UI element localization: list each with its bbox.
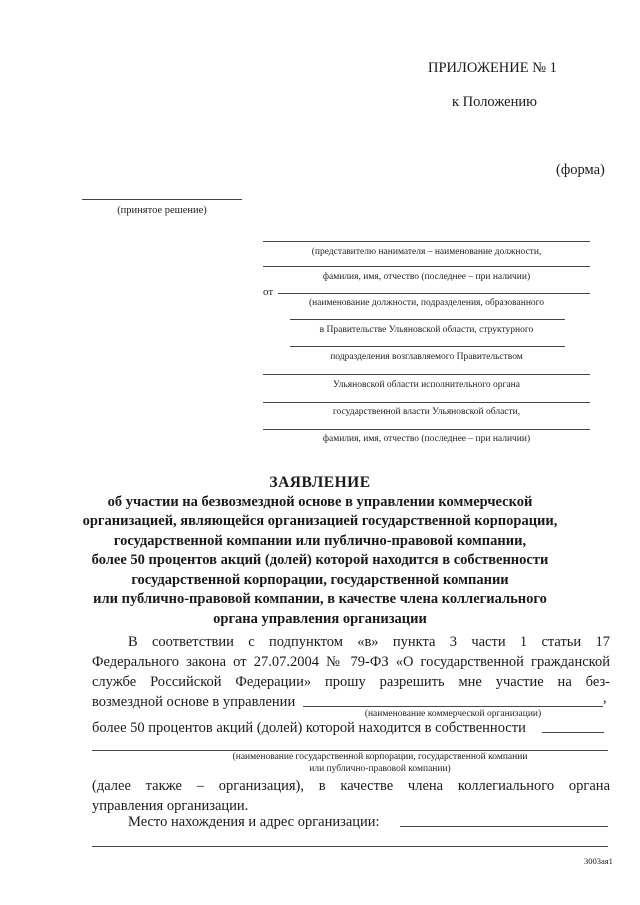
para2-line-2: управления организации.: [92, 798, 249, 814]
shares-field-end[interactable]: [542, 732, 604, 733]
decision-caption: (принятое решение): [117, 205, 207, 216]
corp-field[interactable]: [92, 750, 608, 751]
addressee-caption-5: подразделения возглавляемого Правительством: [330, 352, 523, 362]
application-title: [0, 473, 640, 629]
addressee-caption-6: Ульяновской области исполнительного органа: [333, 380, 520, 390]
addressee-line-8[interactable]: [263, 429, 590, 430]
location-field-2[interactable]: [92, 846, 608, 847]
shares-line: более 50 процентов акций (долей) которой находится в собственности: [92, 720, 526, 736]
title-line-1: об участии на безвозмездной основе в управлении коммерческой: [107, 493, 533, 510]
body-line-4: возмездной основе в управлении: [92, 694, 296, 710]
title-line-2: организацией, являющейся организацией государственной корпорации,: [82, 513, 558, 529]
addressee-caption-2: фамилия, имя, отчество (последнее – при наличии): [322, 272, 531, 282]
addressee-caption-1: (представителю нанимателя – наименование должности,: [311, 247, 542, 257]
title-line-3: государственной компании или публично-правовой компании,: [113, 532, 527, 549]
para2-line-1: (далее также – организация), в качестве члена коллегиального органа: [92, 778, 610, 794]
addressee-caption-3: (наименование должности, подразделения, образованного: [308, 298, 545, 308]
from-label: от: [263, 286, 274, 298]
decision-line[interactable]: [82, 199, 242, 200]
addressee-line-5[interactable]: [290, 346, 565, 347]
location-field-1[interactable]: [400, 826, 608, 827]
addressee-line-4[interactable]: [290, 319, 565, 320]
title-main: ЗАЯВЛЕНИЕ: [269, 474, 371, 491]
title-line-6: или публично-правовой компании, в качестве члена коллегиального: [93, 591, 547, 607]
title-line-5: государственной корпорации, государственной компании: [131, 571, 509, 588]
body-line-2: Федерального закона от 27.07.2004 № 79-ФЗ «О государственной гражданской: [92, 654, 610, 670]
commercial-org-caption: (наименование коммерческой организации): [364, 709, 542, 719]
from-line[interactable]: [278, 293, 590, 294]
addressee-caption-4: в Правительстве Ульяновской области, структурного: [319, 325, 534, 335]
regulation-ref: к Положению: [452, 94, 537, 110]
addressee-line-6[interactable]: [263, 374, 590, 375]
title-line-7: органа управления организации: [213, 610, 427, 627]
location-label: Место нахождения и адрес организации:: [128, 814, 380, 830]
addressee-line-2[interactable]: [263, 266, 590, 267]
body-line-3: службе Российской Федерации» прошу разрешить мне участие на без-: [92, 674, 610, 690]
commercial-org-field[interactable]: [303, 706, 603, 707]
corp-caption-1: (наименование государственной корпорации, государственной компании: [232, 752, 528, 762]
addressee-line-1[interactable]: [263, 241, 590, 242]
title-line-4: более 50 процентов акций (долей) которой находится в собственности: [91, 552, 549, 568]
corp-caption-2: или публично-правовой компании): [309, 764, 451, 774]
addressee-caption-8: фамилия, имя, отчество (последнее – при наличии): [322, 434, 531, 444]
footer-code: 3003ая1: [584, 856, 613, 866]
appendix-title: ПРИЛОЖЕНИЕ № 1: [428, 60, 557, 76]
body-line-1: В соответствии с подпунктом «в» пункта 3 части 1 статьи 17: [128, 634, 610, 650]
form-note: (форма): [556, 162, 605, 178]
addressee-line-7[interactable]: [263, 402, 590, 403]
addressee-caption-7: государственной власти Ульяновской области,: [332, 407, 521, 417]
